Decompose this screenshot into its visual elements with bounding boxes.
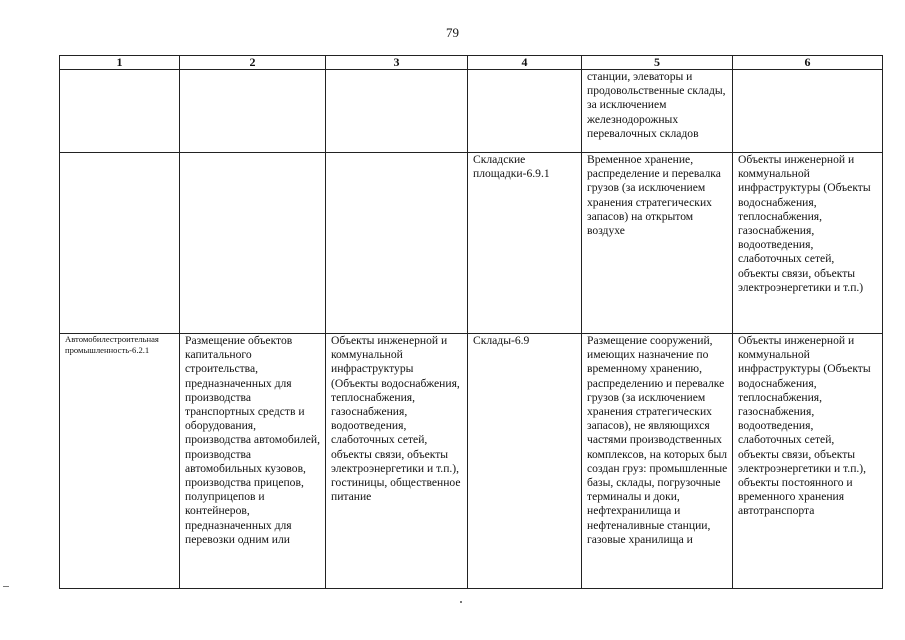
table-cell: Объекты инженерной и коммунальной инфраструктуры (Объекты водоснабжения, теплоснабжения, газоснабжения, водоотведения, слаботочных сетей, объекты связи, объекты электроэнергетики и т.п.), объекты постоянного и временного хранения автотранспорта: [733, 334, 883, 589]
table-cell: Складские площадки-6.9.1: [468, 153, 582, 334]
table-cell: станции, элеваторы и продовольственные склады, за исключением железнодорожных перевалочных складов: [582, 70, 733, 153]
column-header-4: 4: [468, 56, 582, 70]
land-use-table: [59, 55, 883, 589]
column-header-5: 5: [582, 56, 733, 70]
table-cell: [326, 70, 468, 153]
table-cell: [733, 70, 883, 153]
table-cell: [60, 70, 180, 153]
page-number: 79: [446, 25, 459, 40]
table-cell: Размещение объектов капитального строительства, предназначенных для производства транспортных средств и оборудования, производства автомобилей, производства автомобильных кузовов, производства прицепов, полуприцепов и контейнеров, предназначенных для перевозки одним или: [180, 334, 326, 589]
table-cell: Объекты инженерной и коммунальной инфраструктуры (Объекты водоснабжения, теплоснабжения, газоснабжения, водоотведения, слаботочных сетей, объекты связи, объекты электроэнергетики и т.п.): [733, 153, 883, 334]
table-row: [60, 334, 883, 589]
scan-mark: [3, 586, 9, 587]
table-cell: Временное хранение, распределение и перевалка грузов (за исключением хранения стратегических запасов) на открытом воздухе: [582, 153, 733, 334]
table-header-row: [60, 56, 883, 70]
table-cell: Размещение сооружений, имеющих назначение по временному хранению, распределению и перевалке грузов (за исключением хранения стратегических запасов), не являющихся частями производственных комплексов, на которых был создан груз: промышленные базы, склады, погрузочные терминалы и доки, нефтехранилища и нефтеналивные станции, газовые хранилища и: [582, 334, 733, 589]
column-header-3: 3: [326, 56, 468, 70]
table-cell: Склады-6.9: [468, 334, 582, 589]
table-cell: Объекты инженерной и коммунальной инфраструктуры (Объекты водоснабжения, теплоснабжения, газоснабжения, водоотведения, слаботочных сетей, объекты связи, объекты электроэнергетики и т.п.), гостиницы, общественное питание: [326, 334, 468, 589]
column-header-1: 1: [60, 56, 180, 70]
column-header-2: 2: [180, 56, 326, 70]
table-cell: [468, 70, 582, 153]
table-cell: [60, 153, 180, 334]
table-row: [60, 153, 883, 334]
table-cell: [180, 70, 326, 153]
scan-mark: [460, 601, 462, 603]
table-row: [60, 70, 883, 153]
table-cell: [326, 153, 468, 334]
table-cell: [180, 153, 326, 334]
table-cell: Автомобилестроительная промышленность-6.2.1: [60, 334, 180, 589]
column-header-6: 6: [733, 56, 883, 70]
